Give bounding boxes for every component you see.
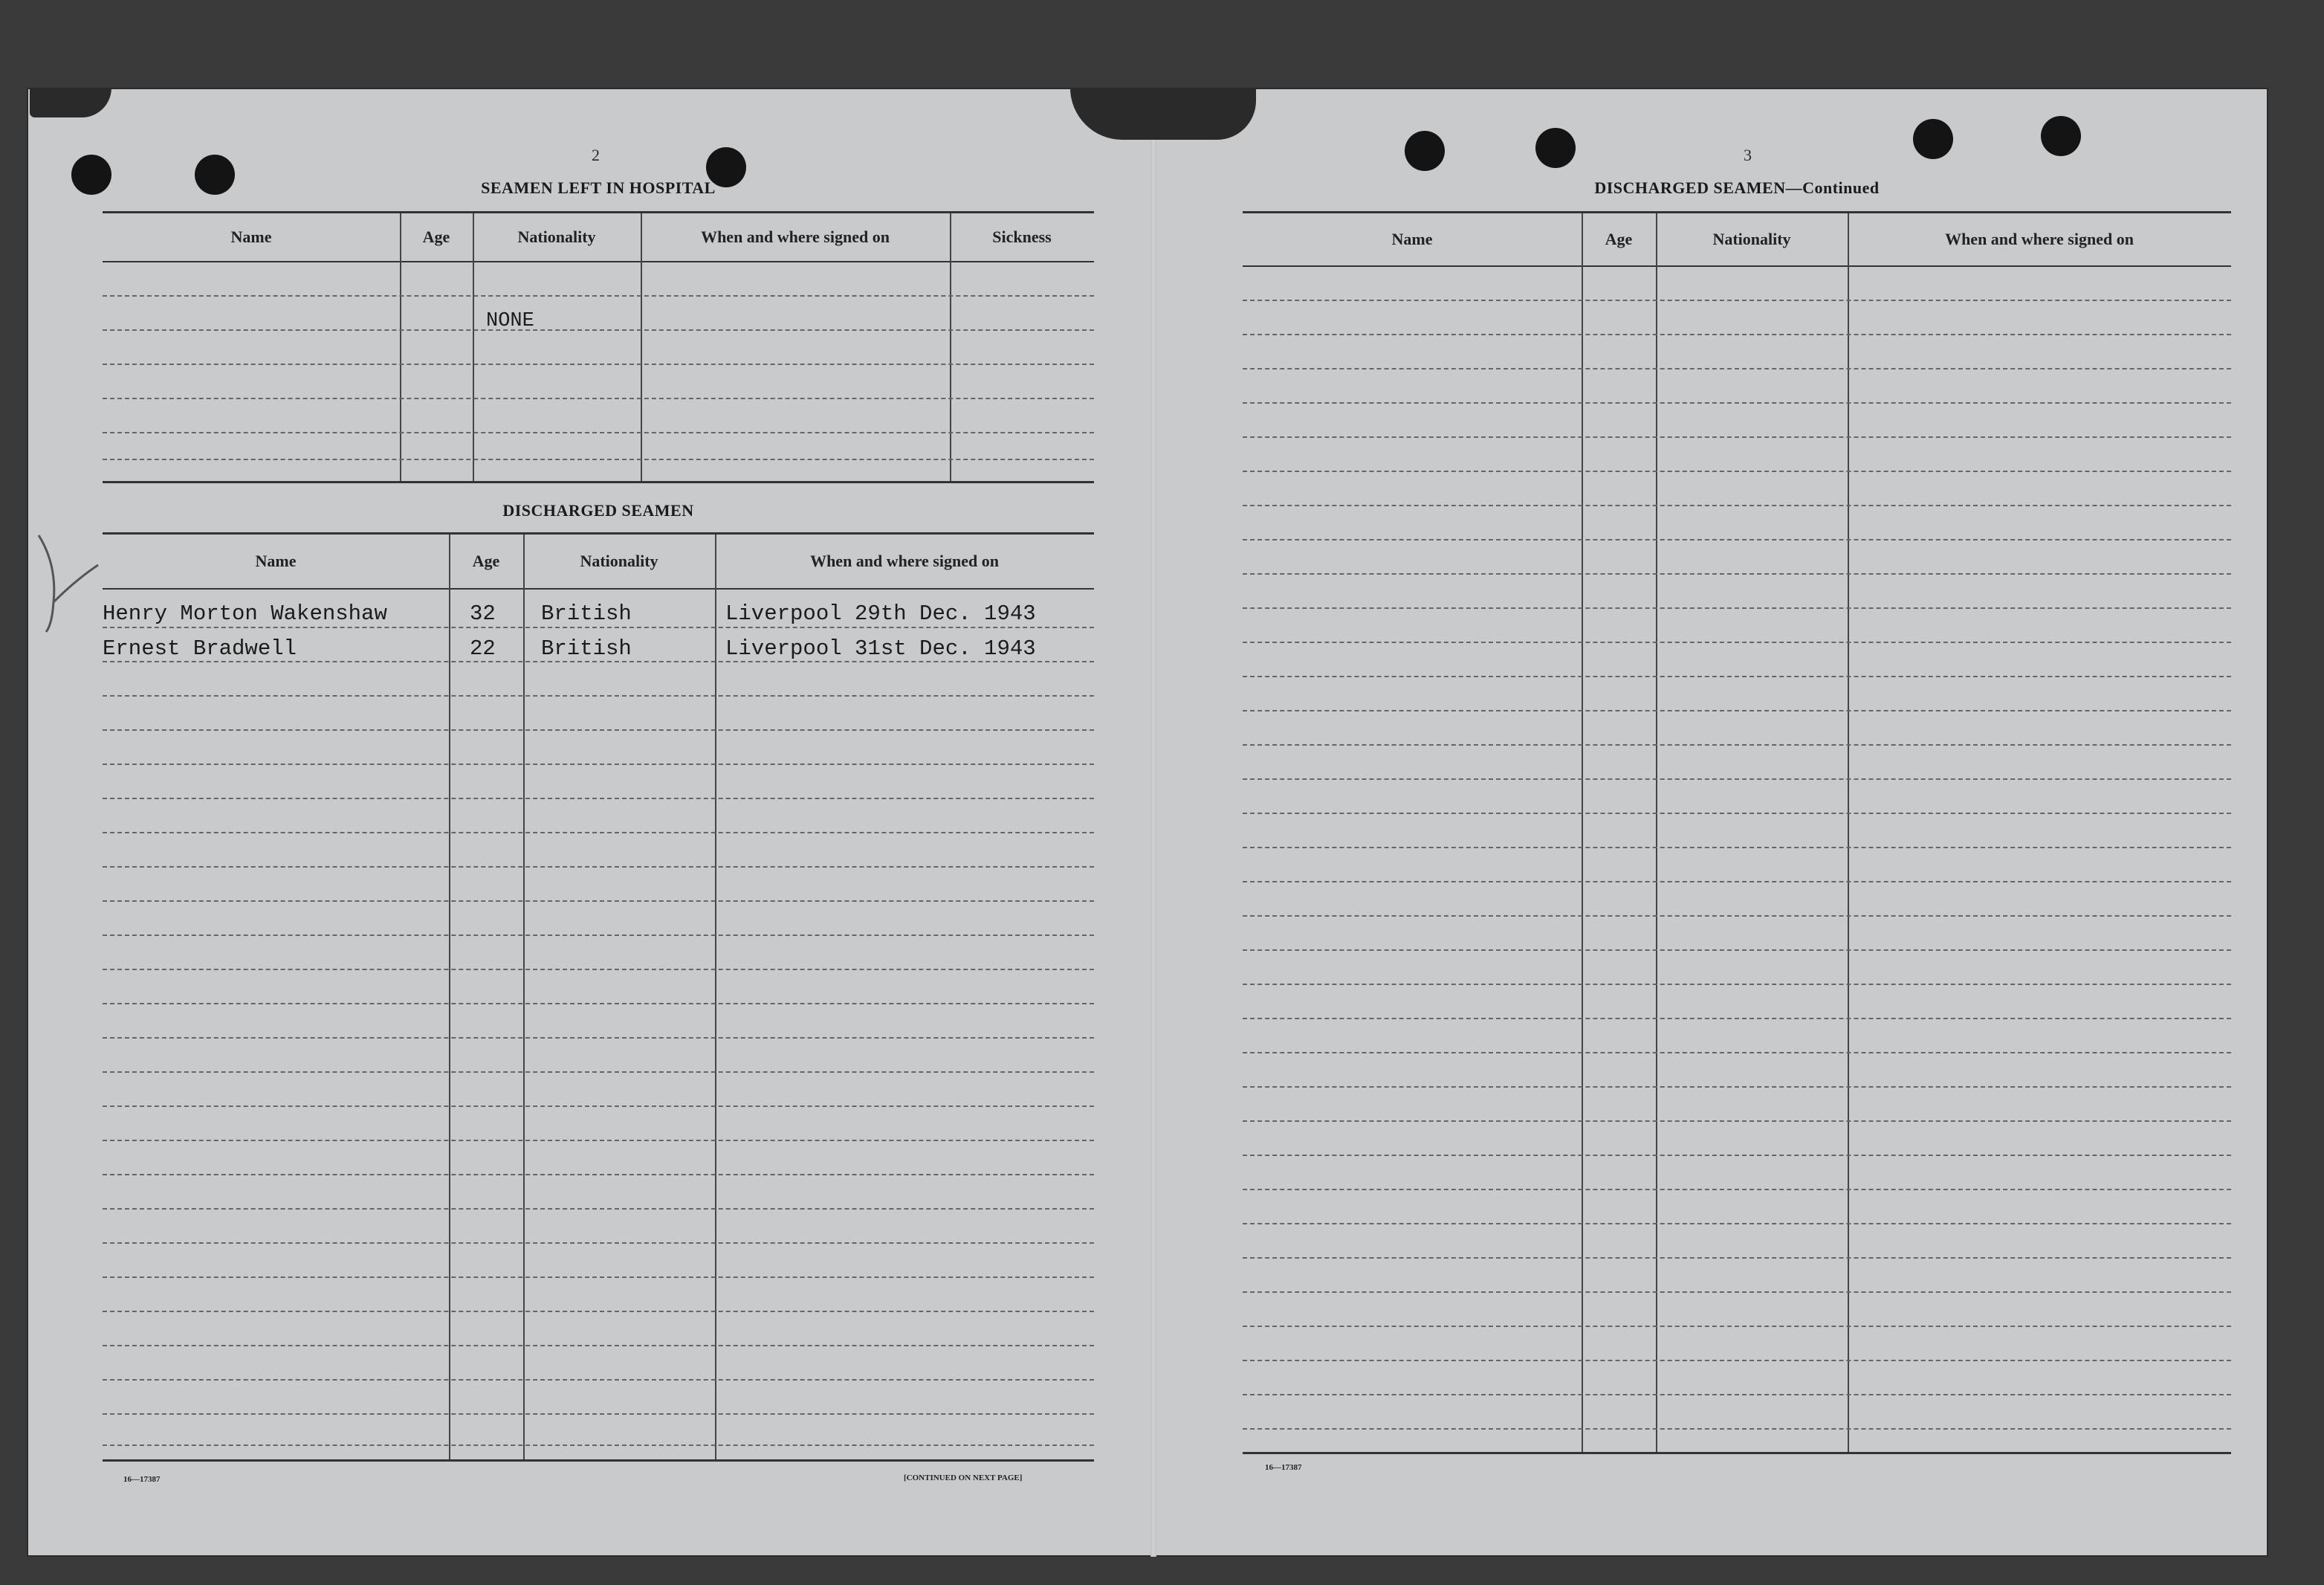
row-line <box>103 695 1094 697</box>
page-number-right: 3 <box>1744 146 1752 164</box>
row-line <box>1243 984 2231 985</box>
row-line <box>1243 642 2231 643</box>
row-line <box>1243 334 2231 335</box>
hospital-entry-none: NONE <box>486 310 534 332</box>
row-line <box>1243 881 2231 882</box>
row-line <box>103 798 1094 799</box>
column-header-name: Name <box>230 227 272 246</box>
column-header-nationality: Nationality <box>517 227 596 246</box>
column-header-signed-on: When and where signed on <box>701 227 890 246</box>
row-line <box>1243 744 2231 746</box>
row-line <box>103 364 1094 365</box>
row-line <box>1243 1326 2231 1327</box>
row-line <box>103 832 1094 833</box>
row-line <box>103 1140 1094 1141</box>
discharged-continued-title: DISCHARGED SEAMEN—Continued <box>1594 178 1880 197</box>
seaman-signed-on: Liverpool 29th Dec. 1943 <box>725 601 1036 626</box>
row-line <box>1243 436 2231 438</box>
row-line <box>103 1071 1094 1073</box>
discharged-continued-table <box>1243 211 2231 1454</box>
row-line <box>1243 539 2231 540</box>
discharged-section-title: DISCHARGED SEAMEN <box>502 501 694 520</box>
form-code-right: 16—17387 <box>1265 1463 1302 1472</box>
seaman-nationality: British <box>541 601 632 626</box>
punch-hole <box>1535 128 1576 168</box>
row-line <box>1243 1291 2231 1293</box>
row-line <box>1243 471 2231 472</box>
punch-hole <box>2041 116 2081 156</box>
row-line <box>103 1444 1094 1446</box>
row-line <box>103 1276 1094 1278</box>
continued-note: [CONTINUED ON NEXT PAGE] <box>904 1473 1023 1482</box>
column-divider <box>1656 213 1657 1452</box>
column-divider <box>400 213 401 481</box>
column-divider <box>950 213 951 481</box>
column-header-name: Name <box>1391 230 1433 248</box>
row-line <box>103 459 1094 460</box>
row-line <box>1243 607 2231 609</box>
torn-edge-center <box>1070 88 1256 140</box>
column-header-nationality: Nationality <box>1712 230 1791 248</box>
row-line <box>103 329 1094 331</box>
row-line <box>103 1379 1094 1381</box>
column-header-age: Age <box>1605 230 1633 248</box>
row-line <box>103 432 1094 433</box>
row-line <box>103 1037 1094 1039</box>
column-divider <box>641 213 642 481</box>
row-line <box>103 1208 1094 1210</box>
column-divider <box>449 535 450 1459</box>
row-line <box>1243 300 2231 301</box>
column-header-nationality: Nationality <box>580 552 658 570</box>
seaman-name: Ernest Bradwell <box>103 636 297 661</box>
column-header-signed-on: When and where signed on <box>1945 230 2134 248</box>
discharged-table <box>103 532 1094 1462</box>
row-line <box>1243 1428 2231 1430</box>
column-divider <box>715 535 716 1459</box>
row-line <box>1243 1018 2231 1019</box>
row-line <box>103 627 1094 628</box>
row-line <box>103 1242 1094 1244</box>
row-line <box>103 1311 1094 1312</box>
page-number-left: 2 <box>592 146 600 164</box>
row-line <box>1243 1360 2231 1361</box>
row-line <box>1243 847 2231 848</box>
row-line <box>1243 949 2231 951</box>
row-line <box>103 1413 1094 1415</box>
hospital-table-header <box>103 213 1094 262</box>
row-line <box>103 764 1094 765</box>
row-line <box>103 1105 1094 1107</box>
row-line <box>1243 1052 2231 1053</box>
seaman-nationality: British <box>541 636 632 661</box>
row-line <box>1243 1155 2231 1156</box>
hospital-table <box>103 211 1094 483</box>
row-line <box>103 969 1094 970</box>
row-line <box>103 1174 1094 1175</box>
row-line <box>1243 1189 2231 1190</box>
row-line <box>103 295 1094 297</box>
row-line <box>1243 573 2231 575</box>
column-divider <box>523 535 525 1459</box>
row-line <box>1243 676 2231 677</box>
punch-hole <box>1913 119 1953 159</box>
discharged-continued-header <box>1243 213 2231 267</box>
row-line <box>103 729 1094 731</box>
row-line <box>103 900 1094 902</box>
row-line <box>103 934 1094 936</box>
row-line <box>1243 710 2231 711</box>
row-line <box>1243 778 2231 780</box>
row-line <box>103 398 1094 399</box>
row-line <box>1243 915 2231 917</box>
seaman-age: 22 <box>470 636 496 661</box>
pencil-check-mark-icon <box>24 520 113 639</box>
row-line <box>1243 1394 2231 1395</box>
row-line <box>103 866 1094 868</box>
form-code-left: 16—17387 <box>123 1475 161 1484</box>
seaman-name: Henry Morton Wakenshaw <box>103 601 387 626</box>
row-line <box>103 661 1094 662</box>
row-line <box>1243 813 2231 814</box>
row-line <box>1243 505 2231 506</box>
column-header-signed-on: When and where signed on <box>810 552 999 570</box>
row-line <box>103 1003 1094 1004</box>
column-header-name: Name <box>255 552 297 570</box>
seaman-age: 32 <box>470 601 496 626</box>
column-divider <box>1582 213 1583 1452</box>
column-header-age: Age <box>422 227 450 246</box>
column-header-sickness: Sickness <box>992 227 1052 246</box>
row-line <box>1243 1223 2231 1224</box>
row-line <box>1243 402 2231 404</box>
discharged-table-header <box>103 535 1094 590</box>
column-divider <box>473 213 474 481</box>
hospital-section-title: SEAMEN LEFT IN HOSPITAL <box>481 178 716 197</box>
row-line <box>103 1345 1094 1346</box>
row-line <box>1243 1120 2231 1122</box>
column-header-age: Age <box>472 552 500 570</box>
seaman-signed-on: Liverpool 31st Dec. 1943 <box>725 636 1036 661</box>
column-divider <box>1848 213 1849 1452</box>
row-line <box>1243 368 2231 369</box>
punch-hole <box>1405 131 1445 171</box>
row-line <box>1243 1086 2231 1088</box>
row-line <box>1243 1257 2231 1259</box>
page-fold <box>1150 88 1156 1557</box>
